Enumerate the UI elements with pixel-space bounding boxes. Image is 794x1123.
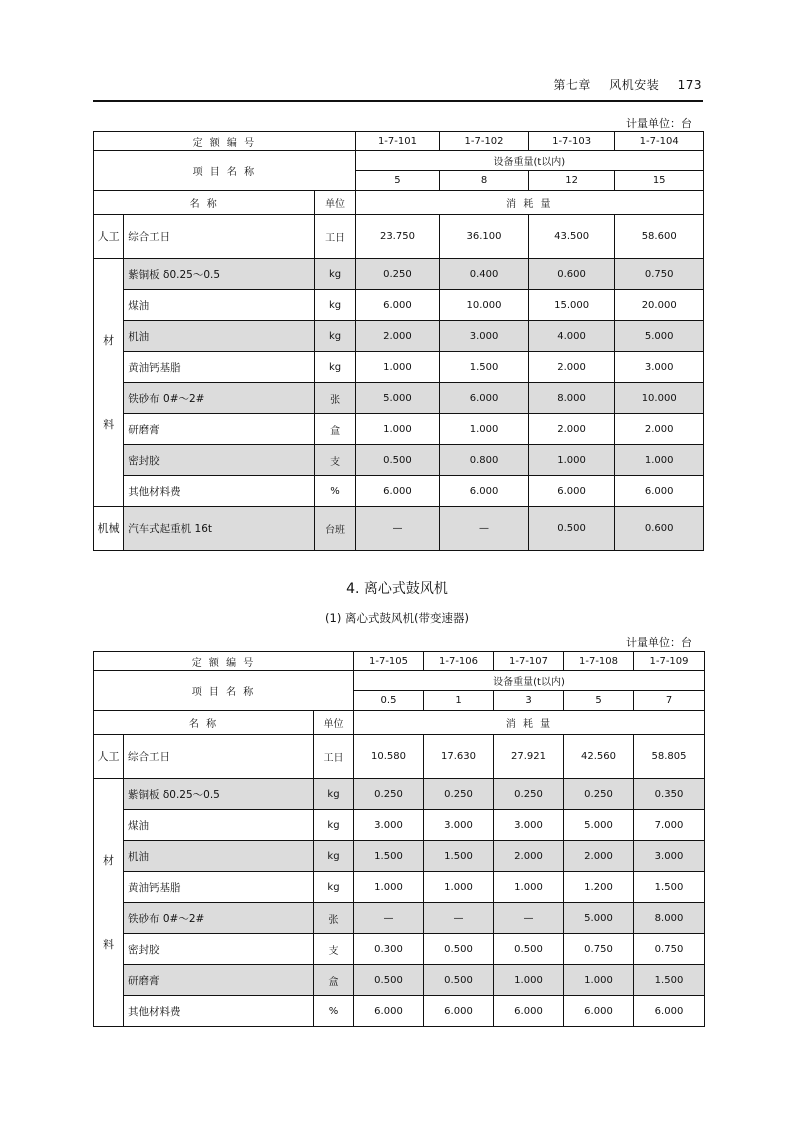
quota-table-1 (93, 131, 704, 551)
row-unit: 张 (314, 903, 354, 934)
row-value: 7.000 (634, 810, 705, 841)
row-value: 6.000 (440, 476, 529, 507)
row-unit: % (315, 476, 355, 507)
quota-table-2 (93, 651, 705, 1027)
row-value: 6.000 (494, 996, 564, 1027)
category-material-char-1: 材 (103, 854, 114, 868)
category-material (94, 779, 124, 1027)
row-value: 8.000 (634, 903, 705, 934)
column-header-row (94, 191, 704, 215)
category-material-char-2: 料 (103, 417, 115, 431)
row-value: 1.000 (440, 414, 529, 445)
row-name: 铁砂布 0#～2# (124, 903, 314, 934)
row-value: 1.500 (634, 872, 705, 903)
table-row (94, 476, 704, 507)
category-material-char-1: 材 (103, 334, 115, 348)
table-row (94, 810, 705, 841)
row-value: 5.000 (564, 810, 634, 841)
row-unit: 工日 (315, 215, 355, 259)
header-rule (93, 100, 703, 102)
row-value: 58.600 (615, 215, 704, 259)
row-value: 5.000 (615, 321, 704, 352)
consumption-header: 消 耗 量 (355, 191, 703, 215)
name-column-header: 名 称 (94, 191, 315, 215)
row-value: 27.921 (494, 735, 564, 779)
row-value: 6.000 (564, 996, 634, 1027)
table2-unit-label: 计量单位：台 (626, 636, 692, 649)
quota-code-row (94, 652, 705, 671)
row-name: 汽车式起重机 16t (124, 507, 315, 551)
quota-code: 1-7-102 (440, 132, 529, 151)
row-value: — (355, 507, 440, 551)
row-unit: kg (314, 841, 354, 872)
quota-code: 1-7-105 (354, 652, 424, 671)
row-value: 0.500 (528, 507, 615, 551)
table-row (94, 507, 704, 551)
quota-code: 1-7-109 (634, 652, 705, 671)
row-value: 0.250 (355, 259, 440, 290)
row-name: 煤油 (124, 810, 314, 841)
row-name: 研磨膏 (124, 414, 315, 445)
row-value: 58.805 (634, 735, 705, 779)
consumption-header: 消 耗 量 (354, 711, 705, 735)
row-value: 2.000 (528, 352, 615, 383)
row-value: 6.000 (355, 290, 440, 321)
row-value: 43.500 (528, 215, 615, 259)
row-unit: kg (314, 872, 354, 903)
row-value: 2.000 (494, 841, 564, 872)
row-value: — (354, 903, 424, 934)
row-value: 0.350 (634, 779, 705, 810)
quota-code: 1-7-106 (424, 652, 494, 671)
row-value: 0.750 (564, 934, 634, 965)
row-value: — (424, 903, 494, 934)
row-value: 10.000 (615, 383, 704, 414)
table-row (94, 779, 705, 810)
row-value: 6.000 (615, 476, 704, 507)
category-material-char-2: 料 (103, 937, 114, 951)
quota-code: 1-7-101 (355, 132, 440, 151)
row-name: 综合工日 (124, 215, 315, 259)
row-value: 1.000 (564, 965, 634, 996)
row-unit: 支 (314, 934, 354, 965)
name-column-header: 名 称 (94, 711, 314, 735)
table-row (94, 996, 705, 1027)
chapter-label: 第七章 (553, 78, 591, 92)
row-value: 1.000 (528, 445, 615, 476)
row-value: 1.500 (354, 841, 424, 872)
section-title: 4. 离心式鼓风机 (346, 581, 448, 597)
row-value: 0.500 (424, 965, 494, 996)
weight-value: 15 (615, 171, 704, 191)
row-unit: 台班 (315, 507, 355, 551)
row-value: 0.750 (615, 259, 704, 290)
quota-code: 1-7-103 (528, 132, 615, 151)
table-row (94, 445, 704, 476)
row-value: 0.250 (564, 779, 634, 810)
column-header-row (94, 711, 705, 735)
row-name: 铁砂布 0#～2# (124, 383, 315, 414)
row-value: 36.100 (440, 215, 529, 259)
unit-column-header: 单位 (315, 191, 355, 215)
row-value: 1.200 (564, 872, 634, 903)
category-machine: 机械 (94, 507, 124, 551)
row-value: 5.000 (355, 383, 440, 414)
row-name: 黄油钙基脂 (124, 872, 314, 903)
row-value: 1.000 (615, 445, 704, 476)
row-unit: kg (315, 352, 355, 383)
table-row (94, 383, 704, 414)
row-unit: 盒 (315, 414, 355, 445)
table1-unit-label: 计量单位：台 (626, 117, 692, 130)
row-value: 2.000 (355, 321, 440, 352)
row-value: 0.500 (355, 445, 440, 476)
row-unit: kg (315, 321, 355, 352)
item-name-label: 项 目 名 称 (94, 671, 354, 711)
row-value: 3.000 (440, 321, 529, 352)
row-value: 1.000 (494, 965, 564, 996)
row-value: 3.000 (615, 352, 704, 383)
table-row (94, 290, 704, 321)
table-row (94, 215, 704, 259)
table-row (94, 872, 705, 903)
quota-code: 1-7-104 (615, 132, 704, 151)
row-value: 2.000 (615, 414, 704, 445)
row-value: 1.500 (440, 352, 529, 383)
row-value: 0.500 (354, 965, 424, 996)
row-value: 1.500 (634, 965, 705, 996)
row-value: 2.000 (564, 841, 634, 872)
page-header (539, 76, 702, 93)
row-value: 8.000 (528, 383, 615, 414)
item-name-label: 项 目 名 称 (94, 151, 356, 191)
row-value: 6.000 (528, 476, 615, 507)
row-name: 密封胶 (124, 934, 314, 965)
row-value: 4.000 (528, 321, 615, 352)
weight-value: 3 (494, 691, 564, 711)
quota-code: 1-7-107 (494, 652, 564, 671)
row-value: 0.750 (634, 934, 705, 965)
row-name: 紫铜板 δ0.25～0.5 (124, 779, 314, 810)
quota-code-label: 定 额 编 号 (94, 652, 354, 671)
row-unit: 支 (315, 445, 355, 476)
row-value: 10.000 (440, 290, 529, 321)
page-number: 173 (677, 78, 702, 92)
row-value: 3.000 (494, 810, 564, 841)
row-name: 其他材料费 (124, 996, 314, 1027)
row-value: 6.000 (354, 996, 424, 1027)
row-value: 0.250 (354, 779, 424, 810)
row-value: 1.000 (355, 414, 440, 445)
weight-value: 8 (440, 171, 529, 191)
category-labor: 人工 (94, 215, 124, 259)
table-row (94, 934, 705, 965)
row-value: 3.000 (354, 810, 424, 841)
row-name: 综合工日 (124, 735, 314, 779)
table-row (94, 903, 705, 934)
category-labor: 人工 (94, 735, 124, 779)
row-value: 6.000 (355, 476, 440, 507)
row-name: 研磨膏 (124, 965, 314, 996)
row-name: 其他材料费 (124, 476, 315, 507)
row-unit: kg (315, 290, 355, 321)
row-value: 1.000 (354, 872, 424, 903)
row-value: 6.000 (440, 383, 529, 414)
weight-label: 设备重量(t以内) (354, 671, 705, 691)
row-value: 0.400 (440, 259, 529, 290)
row-value: 23.750 (355, 215, 440, 259)
quota-code-row (94, 132, 704, 151)
sub-title: (1) 离心式鼓风机(带变速器) (325, 611, 469, 625)
row-value: 1.000 (355, 352, 440, 383)
row-unit: 工日 (314, 735, 354, 779)
row-value: 5.000 (564, 903, 634, 934)
row-name: 密封胶 (124, 445, 315, 476)
row-value: 0.600 (528, 259, 615, 290)
row-unit: kg (314, 779, 354, 810)
row-value: 42.560 (564, 735, 634, 779)
table-row (94, 352, 704, 383)
weight-value: 7 (634, 691, 705, 711)
row-unit: % (314, 996, 354, 1027)
row-value: — (440, 507, 529, 551)
weight-value: 0.5 (354, 691, 424, 711)
row-value: 2.000 (528, 414, 615, 445)
row-name: 黄油钙基脂 (124, 352, 315, 383)
table-row (94, 965, 705, 996)
row-value: 6.000 (634, 996, 705, 1027)
unit-column-header: 单位 (314, 711, 354, 735)
section-label: 风机安装 (609, 78, 660, 92)
table-row (94, 414, 704, 445)
category-material (94, 259, 124, 507)
quota-code-label: 定 额 编 号 (94, 132, 356, 151)
row-unit: kg (314, 810, 354, 841)
weight-value: 5 (564, 691, 634, 711)
table-row (94, 735, 705, 779)
row-unit: kg (315, 259, 355, 290)
row-unit: 盒 (314, 965, 354, 996)
row-value: 1.000 (494, 872, 564, 903)
row-value: 0.250 (424, 779, 494, 810)
row-value: 15.000 (528, 290, 615, 321)
weight-value: 5 (355, 171, 440, 191)
row-value: 6.000 (424, 996, 494, 1027)
row-value: 3.000 (424, 810, 494, 841)
row-name: 煤油 (124, 290, 315, 321)
row-value: 0.250 (494, 779, 564, 810)
row-value: 1.000 (424, 872, 494, 903)
row-value: 10.580 (354, 735, 424, 779)
row-name: 紫铜板 δ0.25～0.5 (124, 259, 315, 290)
row-unit: 张 (315, 383, 355, 414)
quota-code: 1-7-108 (564, 652, 634, 671)
table-row (94, 259, 704, 290)
row-name: 机油 (124, 321, 315, 352)
weight-label: 设备重量(t以内) (355, 151, 703, 171)
table-row (94, 841, 705, 872)
row-value: 0.500 (494, 934, 564, 965)
table-row (94, 321, 704, 352)
row-value: 17.630 (424, 735, 494, 779)
row-value: 0.300 (354, 934, 424, 965)
row-value: 1.500 (424, 841, 494, 872)
row-value: 0.600 (615, 507, 704, 551)
weight-value: 12 (528, 171, 615, 191)
row-value: 3.000 (634, 841, 705, 872)
row-value: 0.500 (424, 934, 494, 965)
weight-value: 1 (424, 691, 494, 711)
row-name: 机油 (124, 841, 314, 872)
row-value: 20.000 (615, 290, 704, 321)
row-value: — (494, 903, 564, 934)
row-value: 0.800 (440, 445, 529, 476)
